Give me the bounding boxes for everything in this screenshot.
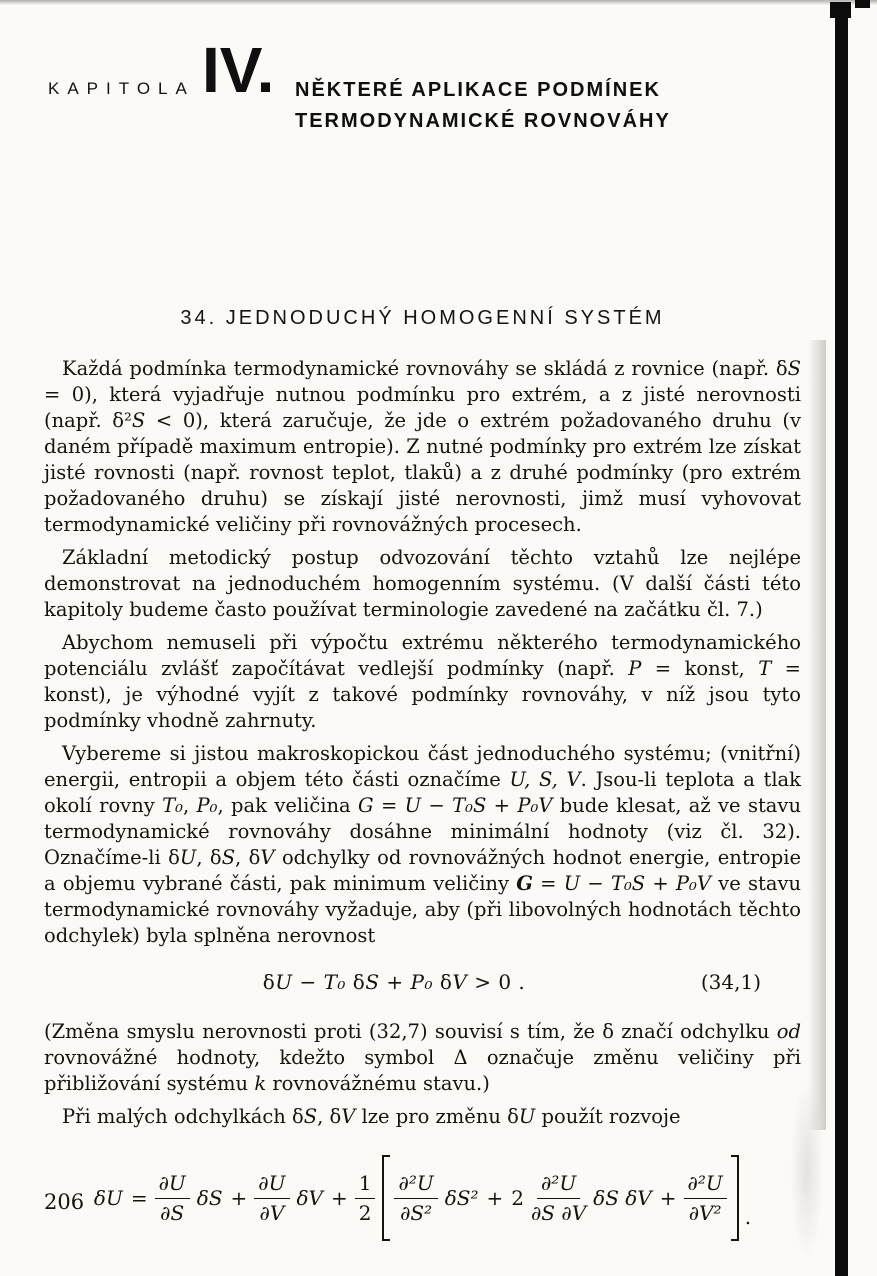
section-title: 34. JEDNODUCHÝ HOMOGENNÍ SYSTÉM	[180, 307, 665, 329]
page-number: 206	[44, 1190, 85, 1214]
page-edge-shadow	[808, 340, 826, 1130]
period: .	[744, 1205, 752, 1229]
equals-sign: =	[130, 1186, 148, 1210]
equation-34-1-body: δU − T₀ δS + P₀ δV > 0 .	[262, 970, 526, 994]
fraction-dU-dS	[155, 1172, 190, 1225]
plus-sign: +	[230, 1186, 248, 1210]
equation-taylor-expansion	[44, 1152, 801, 1244]
fraction-denominator: ∂S²	[400, 1200, 433, 1225]
fraction-numerator: ∂²U	[684, 1172, 727, 1199]
scan-top-edge	[0, 0, 877, 5]
scan-binding-bar	[835, 2, 848, 1276]
fraction-denominator: ∂S ∂V	[530, 1200, 587, 1225]
paragraph-4: Vybereme si jistou makroskopickou část jednoduchého systému; (vnitřní) energii, entropii a objem této části označíme U, S, V. Jsou-li teplota a tlak okolí rovny T₀, P₀, pak veličina G = U − T₀S + P₀V bude klesat, až ve stavu termodynamické rovnováhy dosáhne minimální hodnoty (viz čl. 32). Označíme-li δU, δS, δV odchylky od rovnovážných hodnot energie, entropie a objemu vybrané části, pak minimum veličiny G = U − T₀S + P₀V ve stavu termodynamické rovnováhy vyžaduje, aby (při libovolných hodnotách těchto odchylek) byla splněna nerovnost	[44, 742, 802, 947]
chapter-numeral: IV.	[202, 34, 275, 106]
equation-number: (34,1)	[700, 970, 761, 994]
eq2-term-dV: δV	[296, 1186, 323, 1210]
eq2-lhs: δU	[93, 1186, 123, 1210]
fraction-numerator: 1	[355, 1172, 376, 1199]
paragraph-2: Základní metodický postup odvozování těchto vztahů lze nejlépe demonstrovat na jednoduchém homogenním systému. (V další části této kapitoly budeme často používat terminologie zavedené na začátku čl. 7.)	[44, 546, 801, 621]
paragraph-3: Abychom nemuseli při výpočtu extrému některého termodynamického potenciálu zvlášť započítávat vedlejší podmínky (např. P = konst, T = konst), je výhodné vyjít z takové podmínky rovnováhy, v níž jsou tyto podmínky vhodně zahrnuty.	[44, 631, 801, 732]
eq2-term-dS2: δS²	[444, 1186, 479, 1210]
paragraph-5: (Změna smyslu nerovnosti proti (32,7) souvisí s tím, že δ značí odchylku od rovnovážné hodnoty, kdežto symbol Δ označuje změnu veličiny při přibližování systému k rovnovážnému stavu.)	[44, 1020, 801, 1095]
eq2-term-dS: δS	[196, 1186, 223, 1210]
chapter-title	[295, 75, 671, 137]
plus-sign: +	[330, 1186, 348, 1210]
fraction-denominator: ∂V²	[688, 1200, 722, 1225]
plus-sign: +	[659, 1186, 677, 1210]
equation-34-1	[44, 969, 801, 997]
fraction-one-half	[355, 1172, 376, 1225]
fraction-numerator: ∂²U	[537, 1172, 580, 1199]
fraction-denominator: ∂V	[259, 1200, 285, 1225]
left-bracket	[382, 1155, 390, 1241]
paragraph-1: Každá podmínka termodynamické rovnováhy se skládá z rovnice (např. δS = 0), která vyjadřuje nutnou podmínku pro extrém, a z jisté nerovnosti (např. δ²S < 0), která zaručuje, že jde o extrém požadovaného druhu (v daném případě maximum entropie). Z nutné podmínky pro extrém lze získat jisté rovnosti (např. rovnost teplot, tlaků) a z druhé podmínky (pro extrém požadovaného druhu) se získají jisté nerovnosti, jimž musí vyhovovat termodynamické veličiny při rovnovážných procesech.	[44, 357, 801, 536]
fraction-denominator: 2	[358, 1200, 372, 1225]
fraction-d2U-dSdV	[531, 1172, 586, 1225]
eq2-term-dSdV: δS δV	[593, 1186, 652, 1210]
coefficient-2: 2	[511, 1186, 524, 1210]
fraction-numerator: ∂U	[155, 1172, 190, 1199]
scan-binding-bar-cap	[830, 2, 851, 18]
text-column	[44, 356, 801, 1244]
fraction-d2U-dS2	[394, 1172, 437, 1225]
scan-corner-mark	[855, 0, 870, 8]
fraction-d2U-dV2	[684, 1172, 727, 1225]
fraction-dU-dV	[254, 1172, 289, 1225]
paragraph-6: Při malých odchylkách δS, δV lze pro změnu δU použít rozvoje	[62, 1105, 681, 1128]
chapter-title-line2: TERMODYNAMICKÉ ROVNOVÁHY	[295, 110, 671, 132]
right-bracket	[731, 1155, 739, 1241]
plus-sign: +	[486, 1186, 504, 1210]
fraction-denominator: ∂S	[160, 1200, 185, 1225]
fraction-numerator: ∂U	[254, 1172, 289, 1199]
fraction-numerator: ∂²U	[394, 1172, 437, 1199]
chapter-label: KAPITOLA	[48, 79, 195, 98]
chapter-title-line1: NĚKTERÉ APLIKACE PODMÍNEK	[295, 79, 661, 101]
